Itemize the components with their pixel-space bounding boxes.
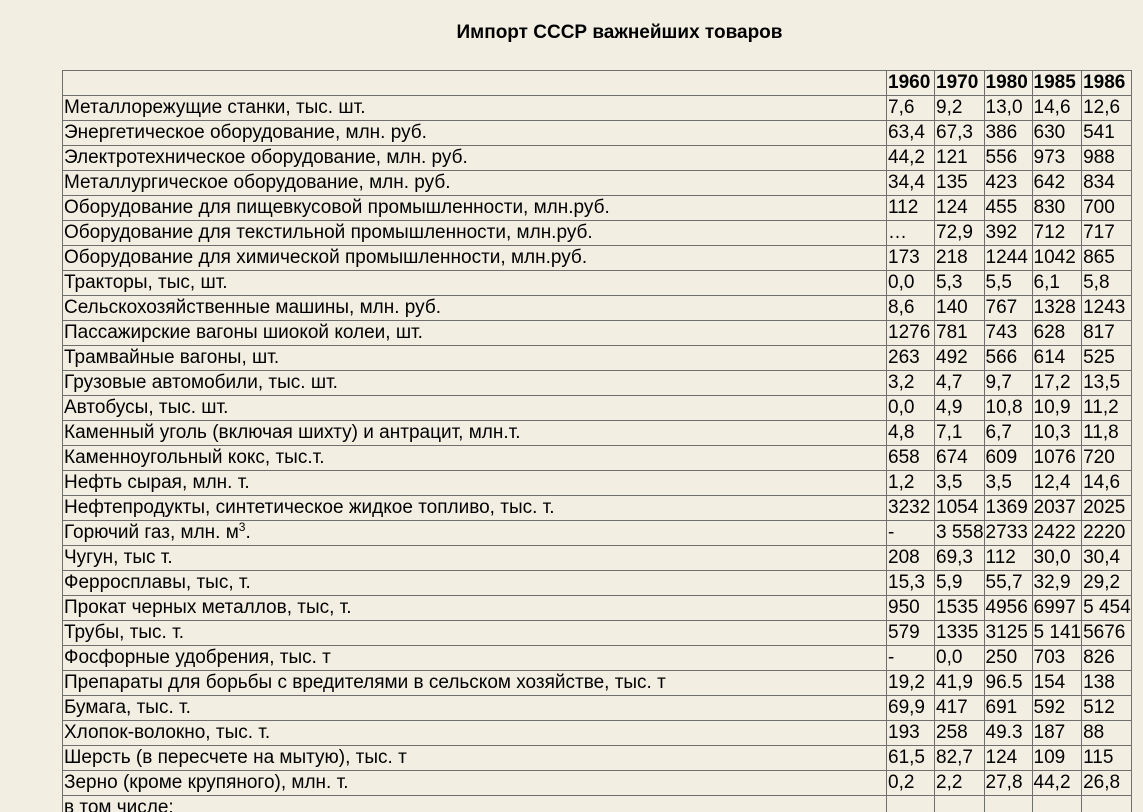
value-cell-1960: 3232: [887, 496, 935, 521]
table-row: [63, 771, 1132, 796]
value-cell-1985: 2037: [1032, 496, 1082, 521]
commodity-name-cell: [63, 671, 887, 696]
value-cell-1985: 12,4: [1032, 471, 1082, 496]
table-row: [63, 521, 1132, 546]
corner-cell: [63, 71, 887, 96]
value-cell-1960: 7,6: [887, 96, 935, 121]
table-body: [63, 96, 1132, 812]
value-cell-1960: 4,8: [887, 421, 935, 446]
commodity-name-cell: [63, 421, 887, 446]
commodity-name: Фосфорные удобрения, тыс. т: [64, 647, 331, 668]
value-cell-1986: 11,2: [1082, 396, 1132, 421]
value-cell-1970: 1054: [935, 496, 985, 521]
table-row: [63, 796, 1132, 812]
commodity-name-cell: [63, 96, 887, 121]
table-row: [63, 746, 1132, 771]
table-row: [63, 96, 1132, 121]
commodity-name: Горючий газ, млн. м: [64, 522, 239, 543]
commodity-name: Трамвайные вагоны, шт.: [64, 347, 280, 368]
value-cell-1980: 96.5: [984, 671, 1032, 696]
value-cell-1985: 6997: [1032, 596, 1082, 621]
year-header-1986: 1986: [1082, 71, 1132, 96]
commodity-name: Каменный уголь (включая шихту) и антрацит, млн.т.: [64, 422, 521, 443]
year-header-1960: 1960: [887, 71, 935, 96]
table-row: [63, 471, 1132, 496]
value-cell-1980: 124: [984, 746, 1032, 771]
commodity-name: Трубы, тыс. т.: [64, 622, 184, 643]
value-cell-1970: 4,7: [935, 371, 985, 396]
value-cell-1970: 258: [935, 721, 985, 746]
value-cell-1986: 2025: [1082, 496, 1132, 521]
commodity-name-cell: [63, 521, 887, 546]
commodity-name-cell: [63, 721, 887, 746]
table-row: [63, 371, 1132, 396]
value-cell-1960: 44,2: [887, 146, 935, 171]
table-row: [63, 171, 1132, 196]
table-row: [63, 121, 1132, 146]
commodity-name-cell: [63, 296, 887, 321]
value-cell-1980: 556: [984, 146, 1032, 171]
value-cell-1970: 135: [935, 171, 985, 196]
value-cell-1960: 112: [887, 196, 935, 221]
value-cell-1985: 630: [1032, 121, 1082, 146]
value-cell-1970: 2,2: [935, 771, 985, 796]
value-cell-1970: 69,3: [935, 546, 985, 571]
value-cell-1970: 67,3: [935, 121, 985, 146]
table-row: [63, 621, 1132, 646]
value-cell-1985: 1076: [1032, 446, 1082, 471]
commodity-name-cell: [63, 471, 887, 496]
commodity-name: Тракторы, тыс, шт.: [64, 272, 228, 293]
commodity-name: Металлургическое оборудование, млн. руб.: [64, 172, 451, 193]
value-cell-1960: 0,0: [887, 271, 935, 296]
value-cell-1980: 743: [984, 321, 1032, 346]
year-header-1980: 1980: [984, 71, 1032, 96]
value-cell-1980: 423: [984, 171, 1032, 196]
value-cell-1980: 1244: [984, 246, 1032, 271]
value-cell-1986: 512: [1082, 696, 1132, 721]
value-cell-1960: 193: [887, 721, 935, 746]
value-cell-1986: 115: [1082, 746, 1132, 771]
value-cell-1986: 2220: [1082, 521, 1132, 546]
commodity-name: Автобусы, тыс. шт.: [64, 397, 229, 418]
value-cell-1986: 717: [1082, 221, 1132, 246]
commodity-name: Металлорежущие станки, тыс. шт.: [64, 97, 366, 118]
value-cell-1985: 14,6: [1032, 96, 1082, 121]
commodity-name-cell: [63, 221, 887, 246]
value-cell-1970: 674: [935, 446, 985, 471]
value-cell-1960: 208: [887, 546, 935, 571]
value-cell-1985: 10,3: [1032, 421, 1082, 446]
value-cell-1985: 6,1: [1032, 271, 1082, 296]
value-cell-1960: 950: [887, 596, 935, 621]
value-cell-1980: 5,5: [984, 271, 1032, 296]
commodity-name: Грузовые автомобили, тыс. шт.: [64, 372, 338, 393]
value-cell-1986: 26,8: [1082, 771, 1132, 796]
commodity-name: Зерно (кроме крупяного), млн. т.: [64, 772, 349, 793]
commodity-name-cell: [63, 171, 887, 196]
unit-superscript: 3: [238, 520, 246, 534]
value-cell-1980: 392: [984, 221, 1032, 246]
value-cell-1970: 41,9: [935, 671, 985, 696]
commodity-name-cell: [63, 396, 887, 421]
value-cell-1986: 30,4: [1082, 546, 1132, 571]
commodity-name-cell: [63, 121, 887, 146]
value-cell-1980: 55,7: [984, 571, 1032, 596]
commodity-name-cell: [63, 446, 887, 471]
value-cell-1980: 3,5: [984, 471, 1032, 496]
value-cell-1985: 614: [1032, 346, 1082, 371]
value-cell-1986: 138: [1082, 671, 1132, 696]
value-cell-1970: 492: [935, 346, 985, 371]
value-cell-1986: 12,6: [1082, 96, 1132, 121]
commodity-name-cell: [63, 246, 887, 271]
commodity-name-cell: [63, 196, 887, 221]
value-cell-1985: 1042: [1032, 246, 1082, 271]
value-cell-1970: 82,7: [935, 746, 985, 771]
table-row: [63, 571, 1132, 596]
table-row: [63, 671, 1132, 696]
value-cell-1980: 13,0: [984, 96, 1032, 121]
value-cell-1980: 767: [984, 296, 1032, 321]
commodity-name-cell: [63, 346, 887, 371]
table-row: [63, 146, 1132, 171]
value-cell-1980: 4956: [984, 596, 1032, 621]
value-cell-1960: 658: [887, 446, 935, 471]
value-cell-1985: 628: [1032, 321, 1082, 346]
value-cell-1980: 455: [984, 196, 1032, 221]
commodity-name: в том числе:: [64, 797, 174, 812]
value-cell-1986: 720: [1082, 446, 1132, 471]
commodity-name: Препараты для борьбы с вредителями в сельском хозяйстве, тыс. т: [64, 672, 666, 693]
header-row: [63, 71, 1132, 96]
value-cell-1986: 5676: [1082, 621, 1132, 646]
table-row: [63, 496, 1132, 521]
value-cell-1980: 6,7: [984, 421, 1032, 446]
value-cell-1970: 124: [935, 196, 985, 221]
value-cell-1970: 1335: [935, 621, 985, 646]
value-cell-1985: 44,2: [1032, 771, 1082, 796]
year-header-1970: 1970: [935, 71, 985, 96]
value-cell-1985: 830: [1032, 196, 1082, 221]
value-cell-1986: 29,2: [1082, 571, 1132, 596]
value-cell-1960: 0,2: [887, 771, 935, 796]
value-cell-1980: [984, 796, 1032, 812]
commodity-name: Чугун, тыс т.: [64, 547, 173, 568]
value-cell-1960: 34,4: [887, 171, 935, 196]
value-cell-1986: 817: [1082, 321, 1132, 346]
value-cell-1960: 8,6: [887, 296, 935, 321]
value-cell-1986: 11,8: [1082, 421, 1132, 446]
table-row: [63, 346, 1132, 371]
value-cell-1986: 525: [1082, 346, 1132, 371]
commodity-name-cell: [63, 371, 887, 396]
year-header-1985: 1985: [1032, 71, 1082, 96]
value-cell-1985: [1032, 796, 1082, 812]
value-cell-1986: 5,8: [1082, 271, 1132, 296]
value-cell-1970: 0,0: [935, 646, 985, 671]
value-cell-1985: 109: [1032, 746, 1082, 771]
value-cell-1986: [1082, 796, 1132, 812]
commodity-name-cell: [63, 271, 887, 296]
value-cell-1980: 250: [984, 646, 1032, 671]
value-cell-1986: 700: [1082, 196, 1132, 221]
commodity-name-cell: [63, 146, 887, 171]
value-cell-1960: 263: [887, 346, 935, 371]
value-cell-1970: 3,5: [935, 471, 985, 496]
value-cell-1980: 10,8: [984, 396, 1032, 421]
value-cell-1980: 1369: [984, 496, 1032, 521]
value-cell-1985: 154: [1032, 671, 1082, 696]
value-cell-1986: 14,6: [1082, 471, 1132, 496]
value-cell-1985: 642: [1032, 171, 1082, 196]
commodity-name-cell: [63, 746, 887, 771]
value-cell-1986: 5 454: [1082, 596, 1132, 621]
commodity-name-cell: [63, 571, 887, 596]
value-cell-1980: 566: [984, 346, 1032, 371]
commodity-name-cell: [63, 796, 887, 812]
page-title: Импорт СССР важнейших товаров: [456, 22, 783, 43]
value-cell-1980: 3125: [984, 621, 1032, 646]
value-cell-1970: 72,9: [935, 221, 985, 246]
value-cell-1985: 1328: [1032, 296, 1082, 321]
commodity-name: Оборудование для текстильной промышленности, млн.руб.: [64, 222, 593, 243]
commodity-name: Оборудование для химической промышленности, млн.руб.: [64, 247, 588, 268]
value-cell-1970: 4,9: [935, 396, 985, 421]
value-cell-1960: …: [887, 221, 935, 246]
value-cell-1960: 3,2: [887, 371, 935, 396]
table-row: [63, 596, 1132, 621]
value-cell-1980: 9,7: [984, 371, 1032, 396]
value-cell-1970: 140: [935, 296, 985, 321]
commodity-name-cell: [63, 646, 887, 671]
value-cell-1980: 609: [984, 446, 1032, 471]
value-cell-1985: 5 141: [1032, 621, 1082, 646]
table-row: [63, 696, 1132, 721]
value-cell-1985: 703: [1032, 646, 1082, 671]
commodity-name: Нефть сырая, млн. т.: [64, 472, 250, 493]
value-cell-1960: -: [887, 646, 935, 671]
value-cell-1960: 1276: [887, 321, 935, 346]
table-row: [63, 271, 1132, 296]
commodity-name: Каменноугольный кокс, тыс.т.: [64, 447, 325, 468]
commodity-name: Электротехническое оборудование, млн. руб.: [64, 147, 468, 168]
table-row: [63, 196, 1132, 221]
value-cell-1986: 865: [1082, 246, 1132, 271]
commodity-name: Ферросплавы, тыс, т.: [64, 572, 251, 593]
value-cell-1960: -: [887, 521, 935, 546]
commodity-name-cell: [63, 696, 887, 721]
commodity-name-cell: [63, 546, 887, 571]
import-table: [62, 70, 1132, 812]
value-cell-1960: 579: [887, 621, 935, 646]
value-cell-1985: 30,0: [1032, 546, 1082, 571]
table-row: [63, 246, 1132, 271]
value-cell-1980: 691: [984, 696, 1032, 721]
commodity-name-cell: [63, 321, 887, 346]
value-cell-1960: 15,3: [887, 571, 935, 596]
value-cell-1960: 173: [887, 246, 935, 271]
value-cell-1986: 826: [1082, 646, 1132, 671]
table-row: [63, 321, 1132, 346]
table-row: [63, 396, 1132, 421]
value-cell-1985: 592: [1032, 696, 1082, 721]
value-cell-1985: 32,9: [1032, 571, 1082, 596]
value-cell-1970: 218: [935, 246, 985, 271]
table-row: [63, 421, 1132, 446]
value-cell-1985: 712: [1032, 221, 1082, 246]
value-cell-1980: 2733: [984, 521, 1032, 546]
table-row: [63, 296, 1132, 321]
commodity-name: Энергетическое оборудование, млн. руб.: [64, 122, 427, 143]
value-cell-1980: 27,8: [984, 771, 1032, 796]
value-cell-1986: 88: [1082, 721, 1132, 746]
value-cell-1960: 19,2: [887, 671, 935, 696]
value-cell-1970: 5,3: [935, 271, 985, 296]
value-cell-1970: 9,2: [935, 96, 985, 121]
commodity-name: Нефтепродукты, синтетическое жидкое топливо, тыс. т.: [64, 497, 555, 518]
commodity-name-cell: [63, 496, 887, 521]
value-cell-1960: 0,0: [887, 396, 935, 421]
import-table-container: [62, 70, 1132, 812]
value-cell-1970: 121: [935, 146, 985, 171]
value-cell-1970: 3 558: [935, 521, 985, 546]
value-cell-1986: 541: [1082, 121, 1132, 146]
value-cell-1970: 5,9: [935, 571, 985, 596]
value-cell-1970: 781: [935, 321, 985, 346]
value-cell-1960: 1,2: [887, 471, 935, 496]
value-cell-1986: 988: [1082, 146, 1132, 171]
value-cell-1980: 386: [984, 121, 1032, 146]
commodity-name-suffix: .: [245, 522, 251, 543]
table-row: [63, 546, 1132, 571]
value-cell-1985: 973: [1032, 146, 1082, 171]
value-cell-1960: 69,9: [887, 696, 935, 721]
value-cell-1970: 1535: [935, 596, 985, 621]
value-cell-1980: 112: [984, 546, 1032, 571]
value-cell-1960: 63,4: [887, 121, 935, 146]
value-cell-1985: 2422: [1032, 521, 1082, 546]
commodity-name: Сельскохозяйственные машины, млн. руб.: [64, 297, 442, 318]
commodity-name: Шерсть (в пересчете на мытую), тыс. т: [64, 747, 407, 768]
commodity-name: Прокат черных металлов, тыс, т.: [64, 597, 352, 618]
commodity-name: Оборудование для пищевкусовой промышленности, млн.руб.: [64, 197, 610, 218]
value-cell-1970: 7,1: [935, 421, 985, 446]
value-cell-1986: 13,5: [1082, 371, 1132, 396]
value-cell-1986: 1243: [1082, 296, 1132, 321]
value-cell-1960: [887, 796, 935, 812]
table-row: [63, 646, 1132, 671]
value-cell-1985: 10,9: [1032, 396, 1082, 421]
commodity-name-cell: [63, 771, 887, 796]
commodity-name: Пассажирские вагоны шиокой колеи, шт.: [64, 322, 423, 343]
table-row: [63, 721, 1132, 746]
value-cell-1970: [935, 796, 985, 812]
value-cell-1960: 61,5: [887, 746, 935, 771]
value-cell-1986: 834: [1082, 171, 1132, 196]
value-cell-1985: 187: [1032, 721, 1082, 746]
commodity-name: Хлопок-волокно, тыс. т.: [64, 722, 271, 743]
value-cell-1970: 417: [935, 696, 985, 721]
commodity-name-cell: [63, 621, 887, 646]
table-row: [63, 221, 1132, 246]
commodity-name-cell: [63, 596, 887, 621]
table-row: [63, 446, 1132, 471]
value-cell-1985: 17,2: [1032, 371, 1082, 396]
commodity-name: Бумага, тыс. т.: [64, 697, 191, 718]
value-cell-1980: 49.3: [984, 721, 1032, 746]
